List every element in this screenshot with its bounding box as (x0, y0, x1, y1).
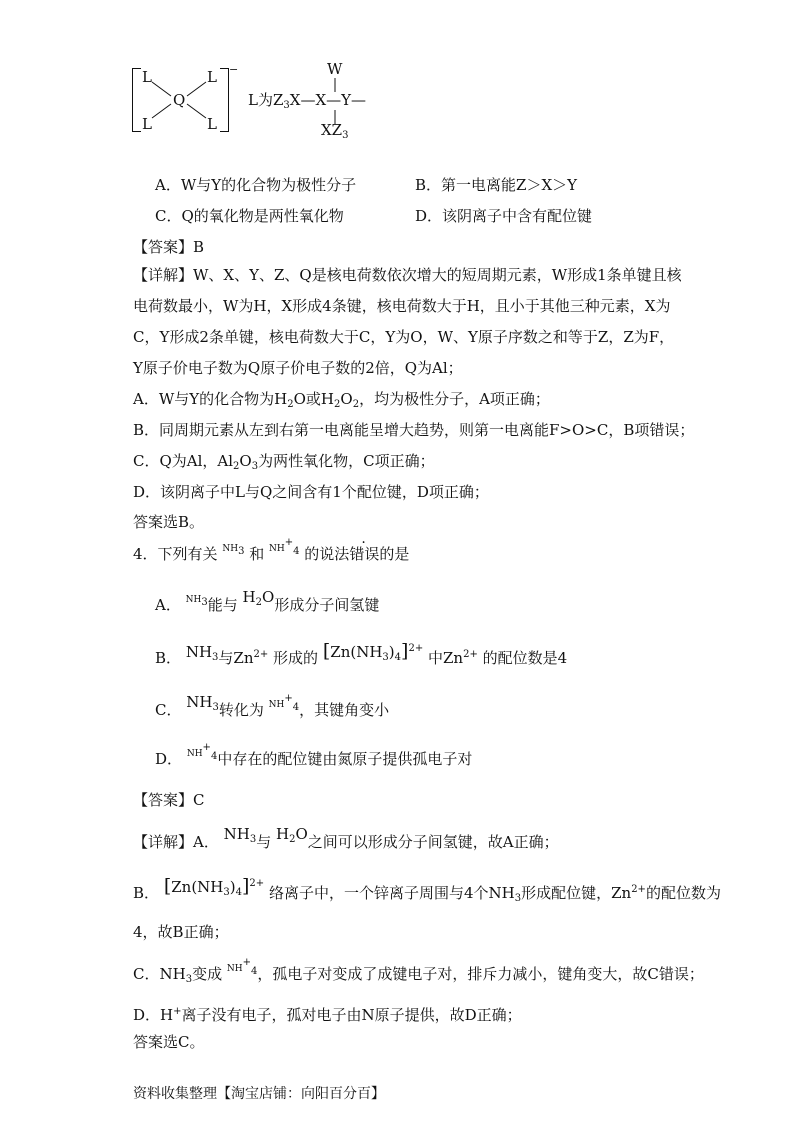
detail-line: Y原子价电子数为Q原子价电子数的2倍，Q为Al； (133, 359, 463, 377)
analysis-a: A．W与Y的化合物为$H_2O$或$H_2O_2$，均为极性分子，A项正确； (133, 390, 550, 410)
ligand-l: L (207, 115, 217, 133)
detail-line: 【详解】W、X、Y、Z、Q是核电荷数依次增大的短周期元素，W形成1条单键且核 (133, 266, 682, 284)
option-b: B．第一电离能Z＞X＞Y (415, 176, 578, 194)
ligand-l: L (142, 68, 152, 86)
q4-option-d: D． $^{NH^+_4}$中存在的配位键由氮原子提供孤电子对 (155, 742, 473, 768)
detail-line: C，Y形成2条单键，核电荷数大于C，Y为O，W、Y原子序数之和等于Z，Z为F， (133, 328, 675, 346)
q4-option-a: A． $^{NH_3}$能与 $H_2O$形成分子间氢键 (155, 588, 380, 614)
q4-detail-b-cont: 4，故B正确； (133, 923, 229, 941)
answer-label: 【答案】B (133, 238, 205, 256)
q4-detail-a: 【详解】A． $NH_3$与 $H_2O$之间可以形成分子间氢键，故A正确； (133, 825, 559, 851)
analysis-d: D．该阴离子中L与Q之间含有1个配位键，D项正确； (133, 483, 489, 501)
q4-detail-c: C．$NH_3$变成 $^{NH^+_4}$，孤电子对变成了成键电子对，排斥力减小，键角变大，故C错误； (133, 957, 704, 985)
option-a: A．W与Y的化合物为极性分子 (155, 176, 357, 194)
question-stem: 4．下列有关 $^{NH_3}$ 和 $^{NH^+_4}$ 的说法错误的是 (133, 537, 410, 563)
detail-line: 电荷数最小，W为H，X形成4条键，核电荷数大于H，且小于其他三种元素，X为 (133, 297, 671, 315)
q4-conclusion: 答案选C。 (133, 1033, 205, 1051)
atom-w: W (327, 60, 343, 78)
emphasis-word: 错误 (349, 545, 380, 563)
q4-answer-label: 【答案】C (133, 791, 205, 809)
option-c: C．Q的氧化物是两性氧化物 (155, 207, 344, 225)
analysis-b: B．同周期元素从左到右第一电离能呈增大趋势，则第一电离能F>O>C，B项错误； (133, 421, 695, 439)
analysis-c: C．Q为Al，$Al_2O_3$为两性氧化物，C项正确； (133, 452, 435, 472)
option-d: D．该阴离子中含有配位键 (415, 207, 593, 225)
q4-option-c: C． $NH_3$转化为 $^{NH^+_4}$，其键角变小 (155, 693, 390, 719)
ligand-l: L (142, 115, 152, 133)
center-q: Q (173, 91, 186, 109)
q4-option-b: B． $NH_3$与$Zn^{2+}$ 形成的 $[Zn(NH_3)_4]^{2+}$ 中$Zn^{2+}$ 的配位数是4 (155, 640, 568, 667)
ligand-description: L为$Z_3X—X—Y—$ (248, 91, 367, 111)
q4-detail-b: B． $[Zn(NH_3)_4]^{2+}$ 络离子中，一个锌离子周围与4个$NH_3$形成配位键，$Zn^{2+}$的配位数为 (133, 875, 721, 904)
left-bracket (132, 68, 141, 132)
charge: − (229, 63, 239, 76)
right-bracket (220, 68, 229, 132)
bond-lines (150, 80, 210, 120)
q4-detail-d: D．H+离子没有电子，孤对电子由N原子提供，故D正确； (133, 1006, 522, 1024)
xz3-group: $XZ_3$ (321, 121, 349, 141)
conclusion: 答案选B。 (133, 513, 205, 531)
ligand-l: L (207, 68, 217, 86)
footer-text: 资料收集整理【淘宝店铺：向阳百分百】 (133, 1086, 385, 1102)
